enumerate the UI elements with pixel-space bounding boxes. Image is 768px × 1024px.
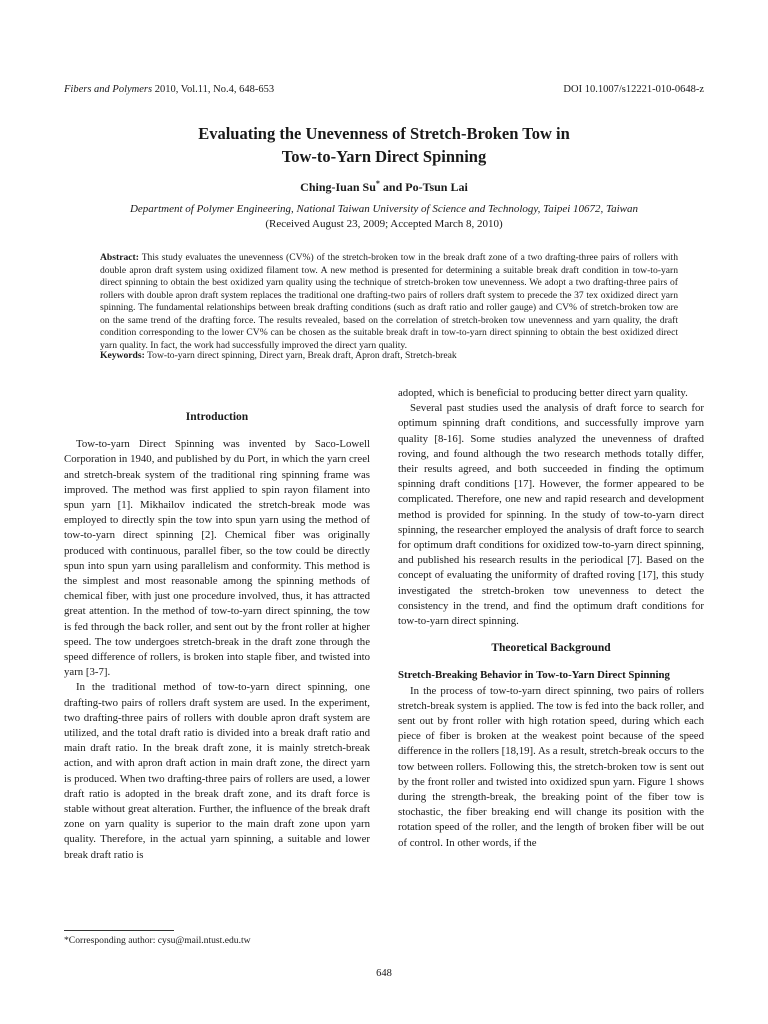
journal-citation: [64, 84, 274, 95]
theory-paragraph-1: In the process of tow-to-yarn direct spinning, two pairs of rollers stretch-break system is applied. The tow is fed into the back roller, and sent out by front roller with high rotation speed, during which each piece of fiber is broken at the weakest point because of the speed difference in the rollers [18,19]. As a result, stretch-break occurs to the tow between rollers. Following this, the stretch-broken tow is sent out by the front roller and twisted into oxidized spun yarn. Figure 1 shows during the strength-break, the breaking point of the fiber tow is stochastic, the fiber breaking end will change its position with the rotation speed of the roller, and the length of broken fiber will be out of control. In other words, if the: [398, 684, 704, 849]
title-line-2: Tow-to-Yarn Direct Spinning: [281, 147, 487, 166]
corresponding-marker: *: [375, 179, 380, 188]
intro-paragraph-4: Several past studies used the analysis of draft force to search for optimum spinning draft conditions, and successfully improve yarn quality [8-16]. Some studies analyzed the unevenness of drafted roving, and found although the two research methods totally differ, their results agreed, and both succeeded in finding the optimum spinning draft conditions [17]. However, the former appeared to be complicated. Therefore, one new and rapid research and development method is provided for spinning. In the study of tow-to-yarn direct spinning, the researcher employed the analysis of draft force to search for optimum draft conditions for oxidized tow-to-yarn direct spinning, and published his research results in the periodical [7]. Based on the concept of evaluating the uniformity of drafted roving [17], this study investigated the stretch-broken tow unevenness to detect the consistency in the trend, and find the optimum draft conditions for tow-to-yarn direct spinning.: [398, 402, 704, 628]
journal-name: Fibers and Polymers: [64, 84, 153, 95]
running-head: [64, 84, 704, 95]
title-line-1: Evaluating the Unevenness of Stretch-Broken Tow in: [198, 124, 570, 143]
abstract-label: Abstract:: [100, 252, 139, 263]
right-column: [398, 386, 704, 851]
intro-paragraph-3: adopted, which is beneficial to producing better direct yarn quality.: [398, 387, 688, 399]
keywords: [100, 350, 678, 363]
section-heading-introduction: Introduction: [185, 411, 249, 423]
subsection-heading-stretch-breaking: Stretch-Breaking Behavior in Tow-to-Yarn Direct Spinning: [398, 669, 670, 682]
footnote-rule: [64, 930, 174, 931]
page-number: 648: [376, 968, 392, 979]
intro-paragraph-1: Tow-to-yarn Direct Spinning was invented by Saco-Lowell Corporation in 1940, and published by du Port, in which the yarn creel and stretch-break system of the traditional ring spinning frame was improved. The method was first applied to spin rayon filament into spun yarn [1]. Mikhailov indicated the stretch-break mode was employed to directly spin the tow into spun yarn using the method of tow-to-yarn direct spinning [2]. Chemical fiber was originally produced with continuous, parallel fiber, so the tow could be directly spun into spun yarn using parallelism and conformity. This method is the simplest and most reasonable among the spinning methods of chemical fiber, with just one procedure involved, thus, it has attracted great attention. In the method of tow-to-yarn direct spinning, the tow is fed through the back roller, and sent out by the front roller at higher speed. The tow undergoes stretch-break in the draft zone through the speed difference of rollers, is broken into staple fiber, and twisted into yarn [3-7].: [64, 438, 370, 679]
doi: DOI 10.1007/s12221-010-0648-z: [563, 84, 704, 95]
abstract-text: This study evaluates the unevenness (CV%) of the stretch-broken tow in the break draft zone of a two drafting-three pairs of rollers with double apron draft system using oxidized filament tow. A new method is presented for determining a suitable break draft condition in tow-to-yarn direct spinning to obtain the best oxidized yarn quality using the technique of stretch-broken tow unevenness. We adopt a two drafting-three pairs of rollers with double apron draft system replaces the traditional one drafting-two pairs of rollers draft system to precede the 37 tex oxidized direct yarn spinning. The fundamental relationships between break drafting conditions (such as draft ratio and roller gauge) and CV% of stretch-broken tow are on the same trend of the drafting force. The results revealed, based on the correlation of stretch-broken tow unevenness and yarn quality, the draft condition corresponding to the lower CV% can be chosen as the suitable break draft in tow-to-yarn direct spinning to obtain the best oxidized direct yarn quality. In fact, the work had successfully improved the direct yarn quality.: [100, 252, 678, 351]
author-rest: and Po-Tsun Lai: [379, 180, 468, 194]
author-first: Ching-Iuan Su: [300, 180, 376, 194]
intro-paragraph-2: In the traditional method of tow-to-yarn direct spinning, one drafting-two pairs of rollers draft system are used. In the experiment, two drafting-three pairs of rollers with double apron draft system are utilized, and the total draft ratio is divided into a break draft ratio and main draft ratio. In the break draft zone, it is mainly stretch-break action, and with apron draft action in main draft zone, the direct yarn is produced. When two drafting-three pairs of rollers are used, a lower draft ratio is adopted in the break draft zone, and its draft force is stable without great alteration. Further, the influence of the break draft zone on yarn quality is superior to the main draft zone upon yarn quality. Therefore, in the actual yarn spinning, a suitable and lower break draft ratio is: [64, 681, 370, 861]
affiliation: Department of Polymer Engineering, National Taiwan University of Science and Technology, Taipei 10672, Taiwan: [129, 203, 639, 215]
section-heading-theory: Theoretical Background: [491, 642, 611, 655]
paper-title: [64, 122, 704, 168]
authors: [64, 179, 704, 195]
keywords-text: Tow-to-yarn direct spinning, Direct yarn, Break draft, Apron draft, Stretch-break: [144, 350, 457, 361]
keywords-label: Keywords:: [100, 350, 145, 361]
left-column: [64, 412, 370, 863]
volume-info: 2010, Vol.11, No.4, 648-653: [152, 84, 275, 95]
abstract: [100, 252, 678, 352]
footnote-corresponding-author: *Corresponding author: cysu@mail.ntust.edu.tw: [64, 935, 251, 946]
received-dates: (Received August 23, 2009; Accepted March 8, 2010): [265, 218, 503, 230]
